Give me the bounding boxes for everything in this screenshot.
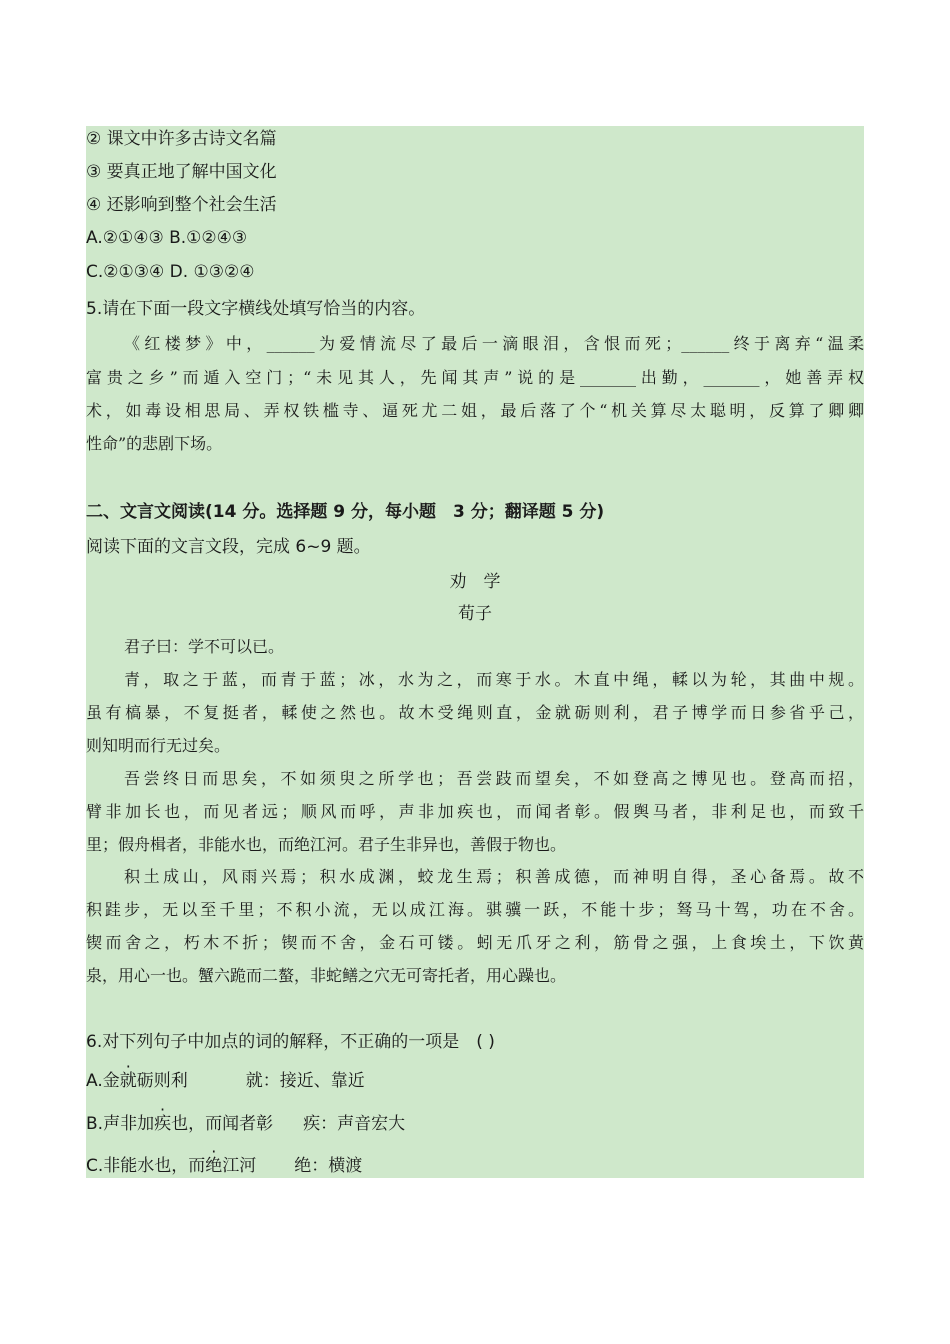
passage-line: 里；假舟楫者，非能水也，而绝江河。君子生非异也，善假于物也。 <box>86 835 567 854</box>
dotted-word: 就 <box>119 1071 137 1091</box>
option-item-3: ③ 要真正地了解中国文化 <box>86 162 277 182</box>
section-instruction: 阅读下面的文言文段，完成 6~9 题。 <box>86 537 371 557</box>
q5-prompt: 5.请在下面一段文字横线处填写恰当的内容。 <box>86 299 426 319</box>
q6-option-b <box>86 1114 864 1134</box>
section-heading: 二、文言文阅读(14 分。选择题 9 分，每小题 3 分；翻译题 5 分) <box>86 502 605 522</box>
q6-option-c <box>86 1156 864 1176</box>
passage-title: 劝 学 <box>449 572 501 592</box>
passage-line: 锲而舍之，朽木不折；锲而不舍，金石可镂。蚓无爪牙之利，筋骨之强，上食埃土，下饮黄 <box>86 933 864 952</box>
q6-b-text: 也，而闻者彰 <box>171 1114 274 1134</box>
q6-c-explanation: 绝：横渡 <box>294 1156 363 1176</box>
answer-choices-ab: A.②①④③ B.①②④③ <box>86 228 248 248</box>
q6-a-text: A.金 <box>86 1071 120 1091</box>
dotted-word: 绝 <box>205 1156 223 1176</box>
q6-option-a <box>86 1071 864 1091</box>
passage-author: 荀子 <box>458 604 492 624</box>
passage-line: 积土成山，风雨兴焉；积水成渊，蛟龙生焉；积善成德，而神明自得，圣心备焉。故不 <box>124 867 864 886</box>
passage-line: 积跬步，无以至千里；不积小流，无以成江海。骐骥一跃，不能十步；驽马十驾，功在不舍。 <box>86 900 864 919</box>
q6-a-text: 砺则利 <box>136 1071 188 1091</box>
q5-line-4: 性命”的悲剧下场。 <box>86 434 223 453</box>
passage-paragraph-1: 君子曰：学不可以已。 <box>124 637 285 656</box>
q5-line-1: 《红楼梦》中，______为爱情流尽了最后一滴眼泪，含恨而死；______终于离弃“温柔 <box>124 334 864 353</box>
q6-b-text: B.声非加 <box>86 1114 155 1134</box>
dotted-word: 疾 <box>154 1114 172 1134</box>
q5-line-3: 术，如毒设相思局、弄权铁槛寺、逼死尤二姐，最后落了个“机关算尽太聪明，反算了卿卿 <box>86 401 864 420</box>
option-item-4: ④ 还影响到整个社会生活 <box>86 195 277 215</box>
passage-line: 青，取之于蓝，而青于蓝；冰，水为之，而寒于水。木直中绳，輮以为轮，其曲中规。 <box>124 670 864 689</box>
q6-b-explanation: 疾：声音宏大 <box>303 1114 406 1134</box>
q6-c-text: C.非能水也，而 <box>86 1156 206 1176</box>
passage-line: 吾尝终日而思矣，不如须臾之所学也；吾尝跂而望矣，不如登高之博见也。登高而招， <box>124 769 864 788</box>
q6-c-text: 江河 <box>222 1156 257 1176</box>
q6-a-explanation: 就：接近、靠近 <box>245 1071 365 1091</box>
option-item-2: ② 课文中许多古诗文名篇 <box>86 129 277 149</box>
passage-line: 则知明而行无过矣。 <box>86 736 231 755</box>
passage-line: 臂非加长也，而见者远；顺风而呼，声非加疾也，而闻者彰。假舆马者，非利足也，而致千 <box>86 802 864 821</box>
answer-choices-cd: C.②①③④ D. ①③②④ <box>86 262 255 282</box>
passage-line: 虽有槁暴，不复挺者，輮使之然也。故木受绳则直，金就砺则利，君子博学而日参省乎己， <box>86 703 864 722</box>
q5-line-2: 富贵之乡”而遁入空门；“未见其人，先闻其声”说的是_______出勤，_______，她善弄权 <box>86 368 864 387</box>
passage-line: 泉，用心一也。蟹六跪而二螯，非蛇鳝之穴无可寄托者，用心躁也。 <box>86 966 567 985</box>
q6-prompt: 6.对下列句子中加点的词的解释，不正确的一项是 ( ) <box>86 1032 495 1052</box>
